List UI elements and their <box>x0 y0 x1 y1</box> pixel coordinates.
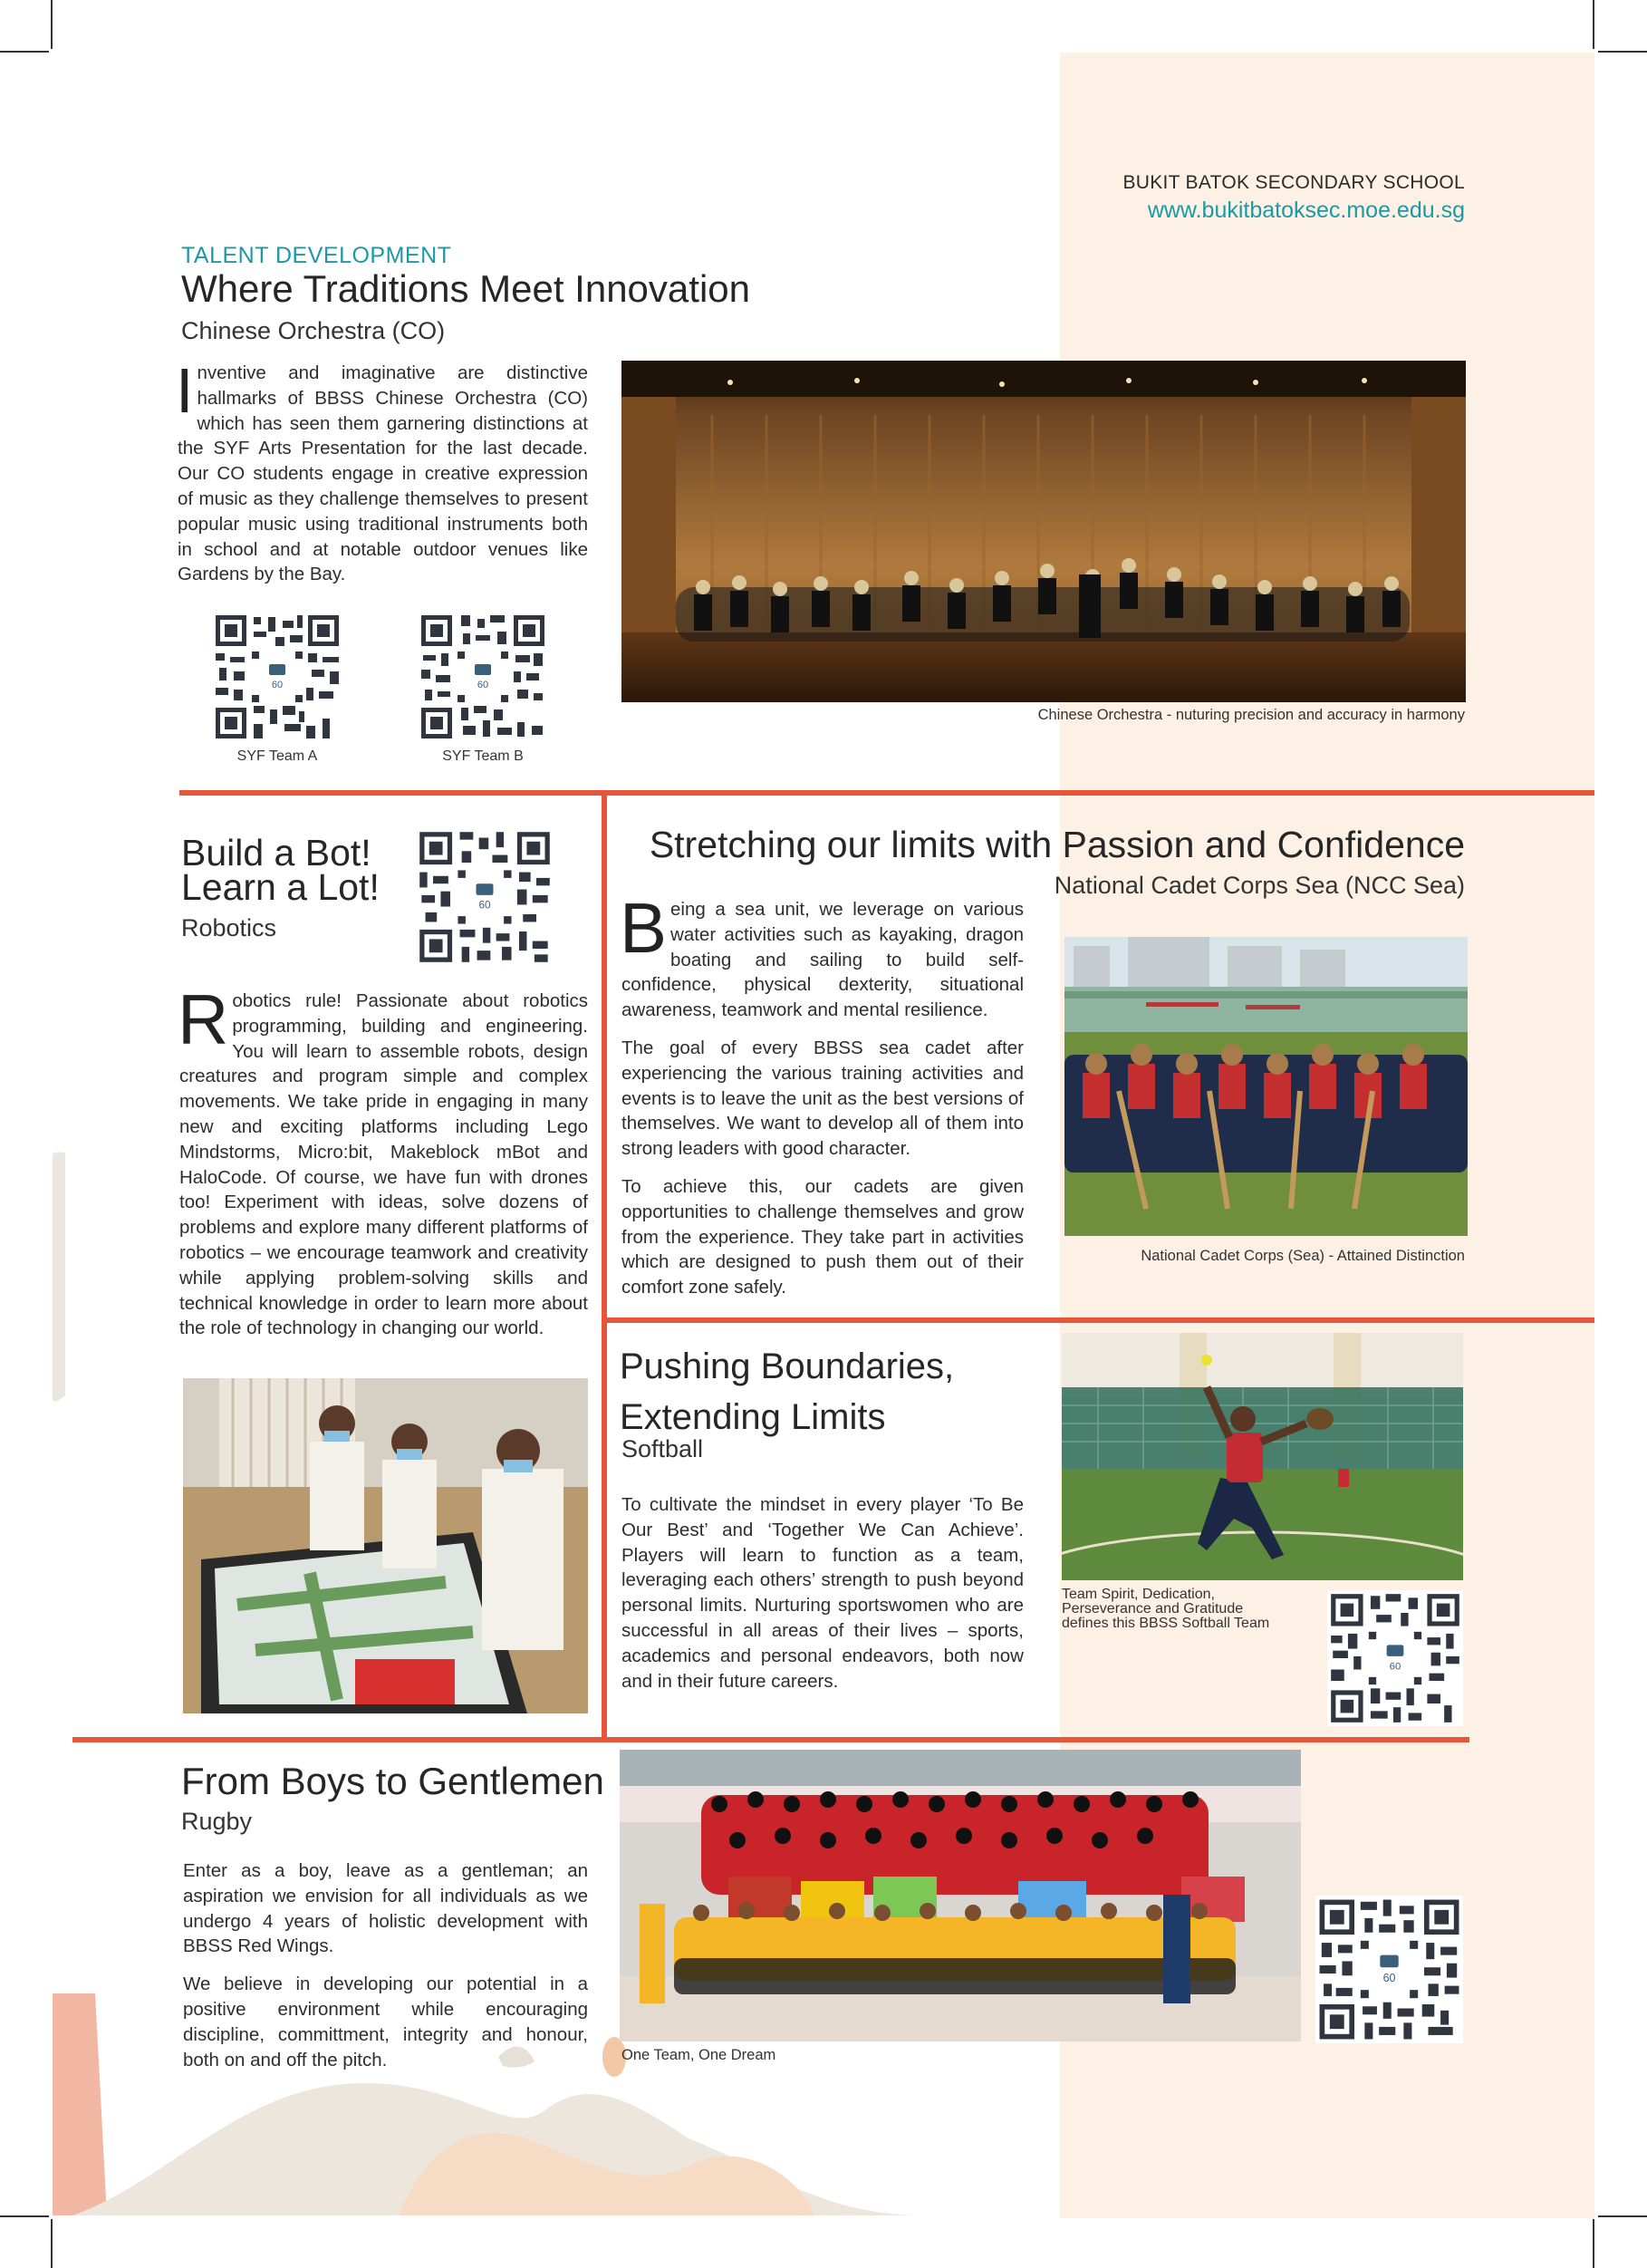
divider-vertical <box>602 790 607 1737</box>
co-photo-caption: Chinese Orchestra - nuturing precision and accuracy in harmony <box>1037 707 1465 723</box>
co-body-text: nventive and imaginative are distinctive hallmarks of BBSS Chinese Orchestra (CO) which has seen them garnering distinctions at the SYF Arts Presentation for the last decade. Our CO students engage in creative expression of music as they challenge themselves to present popular music using traditional instruments both in school and at notable outdoor venues like Gardens by the Bay. <box>178 362 588 585</box>
ncc-photo-caption: National Cadet Corps (Sea) - Attained Distinction <box>1141 1248 1465 1264</box>
robotics-title-line2: Learn a Lot! <box>181 866 380 908</box>
robotics-title-line1: Build a Bot! <box>181 832 371 873</box>
co-body <box>176 355 588 587</box>
qr-badge-text: 60 <box>478 899 491 912</box>
ncc-body <box>620 888 1024 1313</box>
robotics-subtitle: Robotics <box>181 914 277 941</box>
ncc-para1 <box>620 888 1024 1023</box>
rugby-para2: We believe in developing our potential in a positive environment while encouraging discipline, committment, integrity and honour, both on and off the pitch. <box>183 1974 588 2070</box>
crop-mark <box>1598 2215 1647 2217</box>
qr-code-softball[interactable] <box>1327 1590 1463 1726</box>
softball-title-line2: Extending Limits <box>620 1397 886 1437</box>
pink-stripe-shape <box>53 1993 107 2215</box>
divider-middle <box>604 1317 1594 1323</box>
rugby-subtitle: Rugby <box>181 1808 253 1835</box>
ncc-para2: The goal of every BBSS sea cadet after experiencing the various training activities and events is to leave the unit as the best versions of themselves. We want to develop all of them into strong leaders with good character. <box>621 1037 1024 1160</box>
qr-code-rugby[interactable] <box>1315 1896 1463 2043</box>
qr-code-syf-team-a[interactable] <box>212 612 342 742</box>
softball-title <box>620 1341 954 1443</box>
qr-label-syf-team-b: SYF Team B <box>442 748 524 764</box>
robotics-title <box>181 832 380 908</box>
softball-caption-line3: defines this BBSS Softball Team <box>1062 1616 1270 1631</box>
rugby-para1: Enter as a boy, leave as a gentleman; an aspiration we envision for all individuals as we undergo 4 years of holistic development with BBSS Red Wings. <box>183 1860 588 1957</box>
ncc-para1-text: eing a sea unit, we leverage on various water activities such as kayaking, dragon boating and sailing to build self-confidence, physical dexterity, situational awareness, teamwork and mental resilience. <box>621 899 1024 1021</box>
qr-badge-text: 60 <box>1382 1972 1396 1985</box>
softball-title-line1: Pushing Boundaries, <box>620 1346 955 1386</box>
rugby-title: From Boys to Gentlemen <box>181 1760 604 1802</box>
robotics-dropcap: R <box>178 980 229 1059</box>
co-title: Where Traditions Meet Innovation <box>181 267 750 310</box>
divider-bottom <box>72 1737 1469 1742</box>
school-website-link[interactable]: www.bukitbatoksec.moe.edu.sg <box>1147 198 1465 223</box>
softball-caption-line2: Perseverance and Gratitude <box>1062 1601 1244 1617</box>
qr-badge-text: 60 <box>477 680 489 690</box>
crop-mark <box>1593 0 1594 49</box>
rugby-photo-caption: One Team, One Dream <box>621 2047 776 2063</box>
section-kicker: TALENT DEVELOPMENT <box>181 243 452 268</box>
crop-mark <box>51 2219 53 2268</box>
side-tab-shape <box>53 1152 65 1401</box>
ncc-para3: To achieve this, our cadets are given opportunities to challenge themselves and grow from the experience. They take part in activities which are designed to push them out of their comfort zone safely. <box>621 1175 1024 1298</box>
school-name: BUKIT BATOK SECONDARY SCHOOL <box>1122 172 1465 193</box>
ncc-sea-photo <box>1064 937 1468 1236</box>
crop-mark <box>1598 51 1647 53</box>
divider-top <box>179 790 1594 796</box>
ncc-dropcap: B <box>620 888 668 968</box>
rugby-body <box>183 1858 588 2085</box>
qr-label-syf-team-a: SYF Team A <box>236 748 318 764</box>
co-dropcap: I <box>176 355 194 426</box>
ncc-subtitle: National Cadet Corps Sea (NCC Sea) <box>1054 872 1465 899</box>
softball-body: To cultivate the mindset in every player ‘To Be Our Best’ and ‘Together We Can Achieve’. Players will learn to function as a team, leveraging each others’ strength to push beyond personal limits. Nurturing sportswomen who are successful in all areas of their lives – sports, academics and personal endeavors, both now and in their future careers. <box>621 1494 1024 1692</box>
qr-code-robotics[interactable] <box>416 828 554 966</box>
softball-photo-caption <box>1062 1588 1269 1631</box>
robotics-photo <box>183 1378 588 1713</box>
softball-subtitle: Softball <box>621 1435 704 1462</box>
crop-mark <box>0 51 49 53</box>
co-subtitle: Chinese Orchestra (CO) <box>181 317 446 344</box>
crop-mark <box>51 0 53 49</box>
qr-code-syf-team-b[interactable] <box>418 612 548 742</box>
qr-badge-text: 60 <box>1389 1661 1401 1673</box>
qr-badge-text: 60 <box>271 680 284 690</box>
softball-photo <box>1062 1333 1463 1580</box>
softball-caption-line1: Team Spirit, Dedication, <box>1062 1587 1215 1602</box>
chinese-orchestra-photo <box>621 361 1466 702</box>
ncc-title: Stretching our limits with Passion and Confidence <box>649 824 1465 865</box>
robotics-body-text: obotics rule! Passionate about robotics programming, building and engineering. You will learn to assemble robots, design creatures and program simple and complex movements. We take pride in engaging in many new and exciting platforms including Lego Mindstorms, Micro:bit, Makeblock mBot and HaloCode. Of course, we have fun with drones too! Experiment with ideas, solve dozens of problems and explore many different platforms of robotics – we encourage teamwork and creativity while applying problem-solving skills and technical knowledge in order to learn more about the role of technology in changing our world. <box>179 990 588 1339</box>
rugby-team-photo <box>620 1750 1301 2041</box>
crop-mark <box>1593 2219 1594 2268</box>
robotics-body <box>178 980 588 1341</box>
